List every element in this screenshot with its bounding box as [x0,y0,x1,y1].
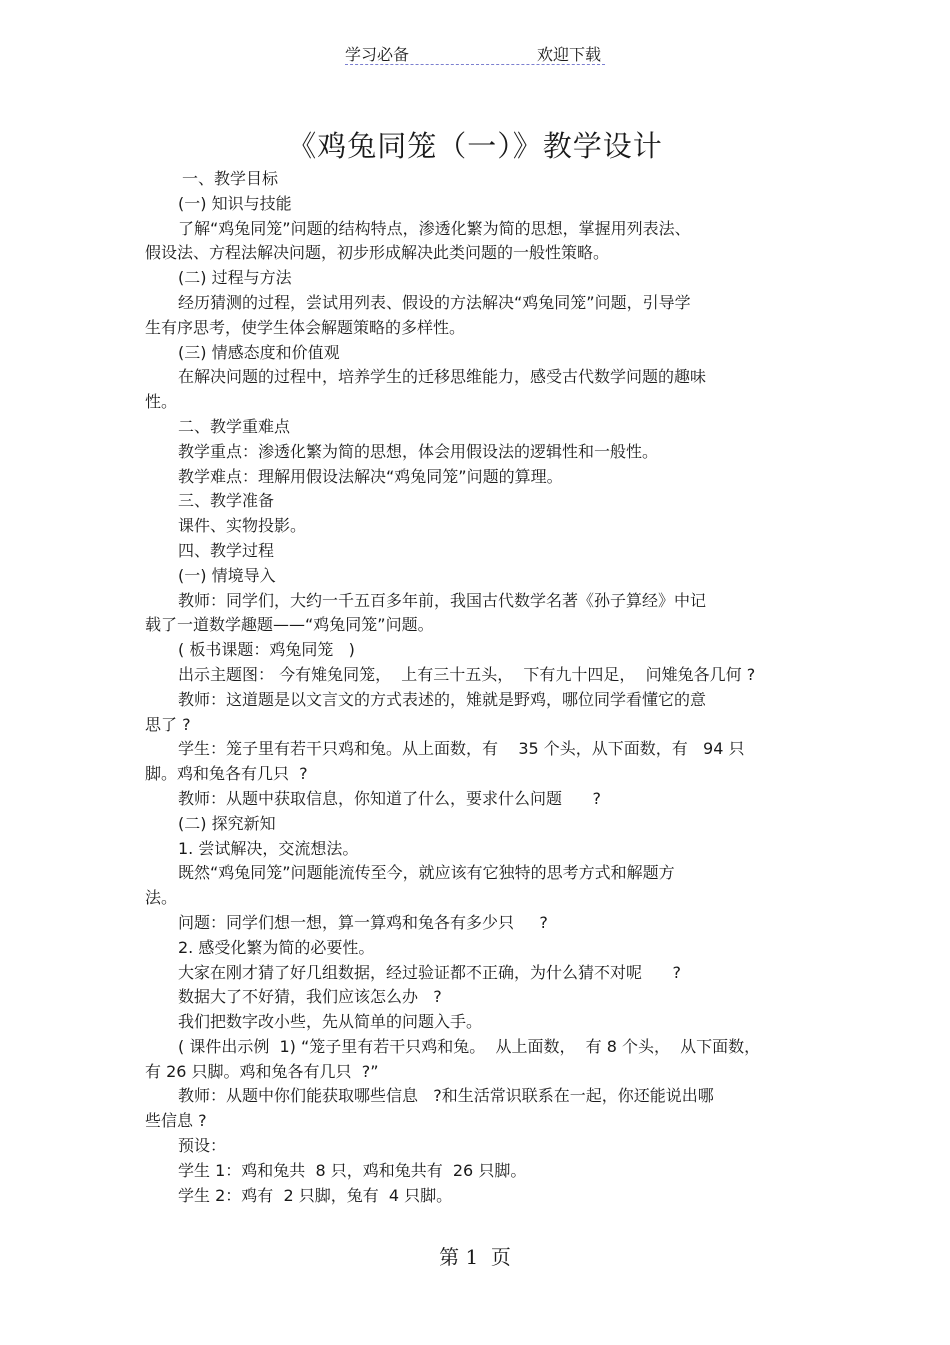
paragraph-line: 我们把数字改小些，先从简单的问题入手。 [178,1012,483,1032]
paragraph-line: 教师：从题中获取信息，你知道了什么，要求什么问题 ? [178,788,602,808]
document-body [145,167,825,1208]
paragraph-line: 学生：笼子里有若干只鸡和兔。从上面数，有 35 个头，从下面数，有 94 只 [178,739,745,759]
section-heading: 一、教学目标 [182,169,279,188]
subsection-heading: (二) 过程与方法 [178,268,292,288]
paragraph-line: ( 课件出示例 1) “笼子里有若干只鸡和兔。 从上面数， 有 8 个头， 从下面数， [178,1036,761,1056]
paragraph-line: 在解决问题的过程中，培养学生的迁移思维能力，感受古代数学问题的趣味 [178,367,707,387]
header-right-text: 欢迎下载 [536,45,601,64]
paragraph-line: 些信息 ? [145,1111,207,1131]
paragraph-line: 问题：同学们想一想，算一算鸡和兔各有多少只 ? [178,912,548,932]
paragraph-line: 预设： [178,1136,227,1156]
paragraph-line: 教学重点：渗透化繁为简的思想，体会用假设法的逻辑性和一般性。 [178,441,659,461]
paragraph-line: 脚。鸡和兔各有几只 ? [145,764,308,784]
paragraph-line: 性。 [145,392,178,412]
paragraph-line: 课件、实物投影。 [178,516,307,536]
paragraph-line: 生有序思考，使学生体会解题策略的多样性。 [145,317,466,337]
paragraph-line: 思了 ? [145,714,191,734]
page-header [345,40,605,65]
paragraph-line: 数据大了不好猜，我们应该怎么办 ? [178,987,442,1007]
paragraph-line: 经历猜测的过程，尝试用列表、假设的方法解决“鸡兔同笼”问题，引导学 [178,292,691,312]
header-left-text: 学习必备 [345,45,410,64]
section-heading: 四、教学过程 [178,540,275,560]
paragraph-line: 教师：从题中你们能获取哪些信息 ?和生活常识联系在一起，你还能说出哪 [178,1086,714,1106]
paragraph-line: 法。 [145,888,178,908]
paragraph-line: 假设法、方程法解决问题，初步形成解决此类问题的一般性策略。 [145,243,610,263]
paragraph-line: 有 26 只脚。鸡和兔各有几只 ?” [145,1061,379,1081]
section-heading: 二、教学重难点 [178,416,291,436]
subsection-heading: (三) 情感态度和价值观 [178,342,340,362]
section-heading: 三、教学准备 [178,491,275,511]
paragraph-line: 既然“鸡兔同笼”问题能流传至今，就应该有它独特的思考方式和解题方 [178,863,675,883]
subsection-heading: (一) 情境导入 [178,565,276,585]
paragraph-line: ( 板书课题：鸡兔同笼 ) [178,640,355,660]
paragraph-line: 学生 1：鸡和兔共 8 只，鸡和兔共有 26 只脚。 [178,1160,527,1180]
paragraph-line: 了解“鸡兔同笼”问题的结构特点，渗透化繁为简的思想，掌握用列表法、 [178,218,691,238]
paragraph-line: 1. 尝试解决，交流想法。 [178,838,359,858]
paragraph-line: 2. 感受化繁为简的必要性。 [178,937,375,957]
subsection-heading: (一) 知识与技能 [178,193,292,213]
paragraph-line: 载了一道数学趣题——“鸡兔同笼”问题。 [145,615,434,635]
page-number: 第 1 页 [439,1245,511,1269]
paragraph-line: 学生 2：鸡有 2 只脚，兔有 4 只脚。 [178,1185,453,1205]
subsection-heading: (二) 探究新知 [178,813,276,833]
paragraph-line: 教师：同学们，大约一千五百多年前，我国古代数学名著《孙子算经》中记 [178,590,707,610]
paragraph-line: 教学难点：理解用假设法解决“鸡兔同笼”问题的算理。 [178,466,563,486]
paragraph-line: 大家在刚才猜了好几组数据，经过验证都不正确，为什么猜不对呢 ? [178,962,682,982]
document-title: 《鸡兔同笼（一）》教学设计 [287,129,663,163]
paragraph-line: 出示主题图： 今有雉兔同笼， 上有三十五头， 下有九十四足， 问雉兔各几何 ? [178,664,756,684]
paragraph-line: 教师：这道题是以文言文的方式表述的，雉就是野鸡，哪位同学看懂它的意 [178,689,707,709]
